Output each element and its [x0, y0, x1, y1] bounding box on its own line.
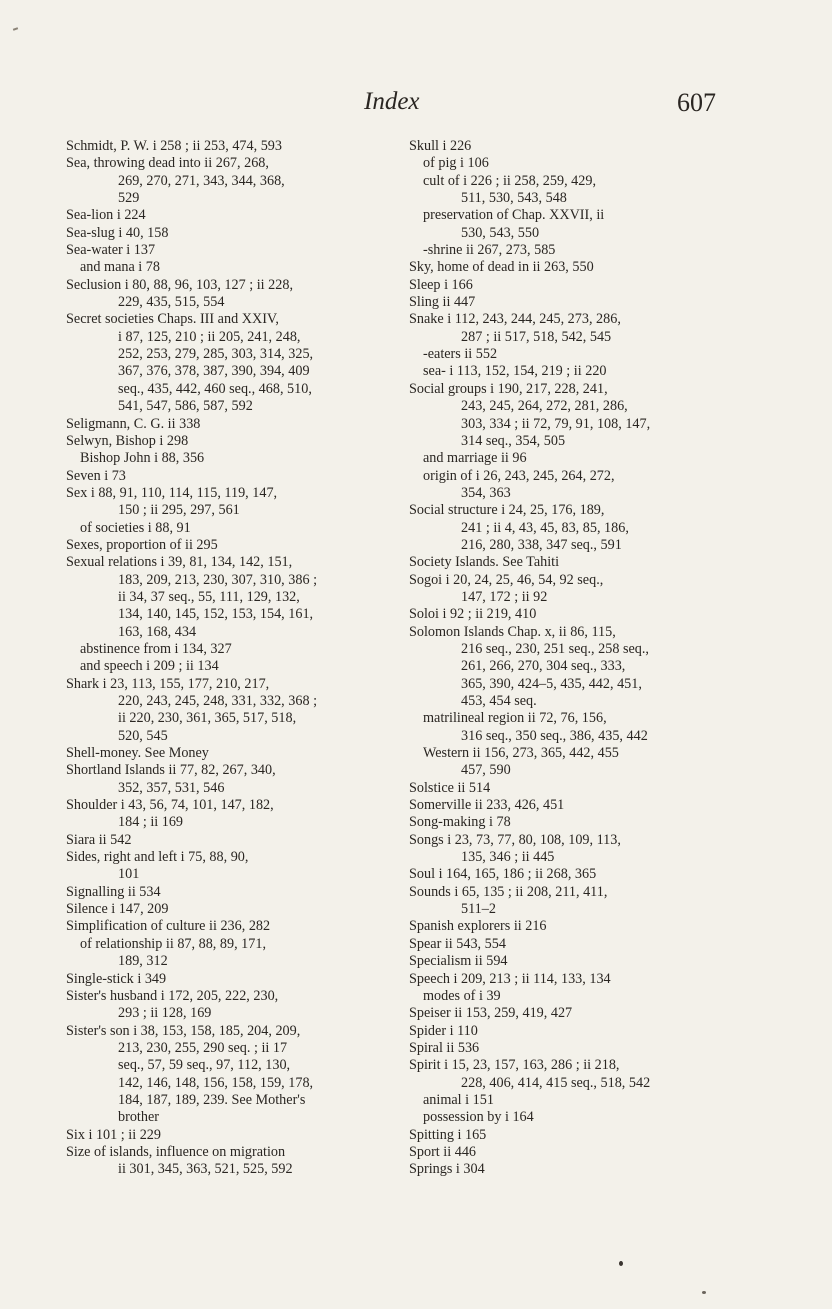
index-entry-line: Shortland Islands ii 77, 82, 267, 340, — [66, 762, 276, 779]
index-entry-line: Spear ii 543, 554 — [409, 935, 506, 952]
index-entry-line: Shell-money. See Money — [66, 745, 209, 762]
index-entry-line: 252, 253, 279, 285, 303, 314, 325, — [118, 346, 314, 363]
index-subentry — [409, 1092, 739, 1109]
index-entry — [409, 624, 739, 711]
index-entry-line: -shrine ii 267, 273, 585 — [423, 242, 556, 259]
index-entry-line: Song-making i 78 — [409, 814, 511, 831]
index-subentry — [409, 173, 739, 208]
index-entry-line: Seligmann, C. G. ii 338 — [66, 415, 201, 432]
index-entry-line: Simplification of culture ii 236, 282 — [66, 918, 271, 935]
index-entry-line: Spitting i 165 — [409, 1126, 487, 1143]
index-entry-line: Signalling ii 534 — [66, 883, 161, 900]
index-entry-line: Size of islands, influence on migration — [66, 1143, 286, 1160]
index-entry — [409, 294, 739, 311]
index-entry-line: seq., 435, 442, 460 seq., 468, 510, — [118, 380, 312, 397]
index-entry-line: Single-stick i 349 — [66, 970, 167, 987]
index-entry-line: Solomon Islands Chap. x, ii 86, 115, — [409, 623, 616, 640]
index-entry-line: ii 301, 345, 363, 521, 525, 592 — [118, 1161, 293, 1178]
index-entry-line: 316 seq., 350 seq., 386, 435, 442 — [461, 727, 648, 744]
index-entry — [66, 485, 396, 520]
index-entry-line: cult of i 226 ; ii 258, 259, 429, — [423, 172, 597, 189]
index-entry-line: Springs i 304 — [409, 1161, 485, 1178]
index-entry-line: 530, 543, 550 — [461, 224, 540, 241]
index-entry — [66, 901, 396, 918]
index-entry-line: 529 — [118, 190, 140, 207]
index-entry — [66, 971, 396, 988]
index-subentry — [409, 745, 739, 780]
index-entry — [409, 572, 739, 607]
index-entry-line: i 87, 125, 210 ; ii 205, 241, 248, — [118, 328, 301, 345]
index-entry-line: Seven i 73 — [66, 467, 126, 484]
index-entry — [409, 606, 739, 623]
index-entry-line: 228, 406, 414, 415 seq., 518, 542 — [461, 1074, 651, 1091]
index-entry-line: modes of i 39 — [423, 987, 501, 1004]
index-entry-line: Sea, throwing dead into ii 267, 268, — [66, 155, 269, 172]
index-entry-line: Sister's husband i 172, 205, 222, 230, — [66, 987, 279, 1004]
index-entry — [66, 1144, 396, 1179]
index-entry-line: 354, 363 — [461, 484, 511, 501]
index-entry-line: Siara ii 542 — [66, 831, 132, 848]
index-entry-line: of relationship ii 87, 88, 89, 171, — [80, 935, 266, 952]
index-entry-line: origin of i 26, 243, 245, 264, 272, — [423, 467, 615, 484]
index-entry-line: 367, 376, 378, 387, 390, 394, 409 — [118, 363, 310, 380]
index-entry-line: and marriage ii 96 — [423, 450, 527, 467]
index-entry-line: Snake i 112, 243, 244, 245, 273, 286, — [409, 311, 621, 328]
index-entry-line: 457, 590 — [461, 762, 511, 779]
index-entry-line: Sea-water i 137 — [66, 242, 156, 259]
index-entry — [409, 502, 739, 554]
index-entry-line: 134, 140, 145, 152, 153, 154, 161, — [118, 606, 314, 623]
index-subentry — [409, 346, 739, 363]
index-entry — [409, 381, 739, 450]
index-entry-line: animal i 151 — [423, 1091, 494, 1108]
index-subentry — [409, 1109, 739, 1126]
page-speck-mark — [702, 1291, 706, 1294]
index-entry — [409, 884, 739, 919]
index-entry — [409, 866, 739, 883]
index-entry — [409, 554, 739, 571]
index-entry-line: 189, 312 — [118, 953, 168, 970]
index-entry-line: Sogoi i 20, 24, 25, 46, 54, 92 seq., — [409, 571, 604, 588]
index-entry-line: 142, 146, 148, 156, 158, 159, 178, — [118, 1074, 314, 1091]
index-entry-line: 150 ; ii 295, 297, 561 — [118, 502, 240, 519]
index-entry — [66, 988, 396, 1023]
index-subentry — [409, 450, 739, 467]
index-entry-line: 269, 270, 271, 343, 344, 368, — [118, 172, 285, 189]
index-entry — [409, 1144, 739, 1161]
index-entry-line: Social groups i 190, 217, 228, 241, — [409, 380, 608, 397]
index-entry-line: 365, 390, 424–5, 435, 442, 451, — [461, 675, 642, 692]
index-entry — [66, 554, 396, 641]
index-entry-line: Sex i 88, 91, 110, 114, 115, 119, 147, — [66, 484, 278, 501]
index-subentry — [66, 450, 396, 467]
index-entry-line: Specialism ii 594 — [409, 953, 508, 970]
index-entry-line: and mana i 78 — [80, 259, 160, 276]
index-entry — [66, 537, 396, 554]
index-entry — [66, 762, 396, 797]
index-entry-line: 453, 454 seq. — [461, 693, 537, 709]
index-entry-line: matrilineal region ii 72, 76, 156, — [423, 710, 607, 727]
index-entry-line: Spirit i 15, 23, 157, 163, 286 ; ii 218, — [409, 1057, 620, 1074]
index-entry-line: Sister's son i 38, 153, 158, 185, 204, 209, — [66, 1022, 301, 1039]
index-entry — [409, 1023, 739, 1040]
index-entry-line: 147, 172 ; ii 92 — [461, 588, 548, 605]
index-entry — [409, 780, 739, 797]
index-entry-line: Sexes, proportion of ii 295 — [66, 536, 218, 553]
page-speck-mark — [619, 1261, 623, 1266]
index-entry-line: Speiser ii 153, 259, 419, 427 — [409, 1005, 573, 1022]
index-entry — [66, 433, 396, 450]
index-entry — [409, 1040, 739, 1057]
index-entry — [409, 832, 739, 867]
index-entry — [66, 1127, 396, 1144]
index-entry-line: 520, 545 — [118, 727, 168, 744]
index-entry-line: Bishop John i 88, 356 — [80, 450, 205, 467]
index-entry-line: Solstice ii 514 — [409, 779, 491, 796]
index-entry-line: and speech i 209 ; ii 134 — [80, 658, 219, 675]
index-entry-line: Sea-slug i 40, 158 — [66, 224, 169, 241]
index-entry — [409, 814, 739, 831]
index-entry-line: seq., 57, 59 seq., 97, 112, 130, — [118, 1057, 291, 1074]
index-subentry — [66, 936, 396, 971]
index-entry — [409, 277, 739, 294]
index-entry-line: 352, 357, 531, 546 — [118, 779, 225, 796]
index-entry — [409, 1057, 739, 1092]
index-entry-line: Shoulder i 43, 56, 74, 101, 147, 182, — [66, 797, 274, 814]
index-entry — [66, 155, 396, 207]
index-entry-line: 241 ; ii 4, 43, 45, 83, 85, 186, — [461, 519, 629, 536]
index-entry-line: 220, 243, 245, 248, 331, 332, 368 ; — [118, 693, 318, 709]
index-entry-line: Spanish explorers ii 216 — [409, 918, 547, 935]
index-subentry — [409, 363, 739, 380]
index-subentry — [66, 641, 396, 658]
index-entry — [66, 1023, 396, 1127]
page-number: 607 — [677, 88, 716, 117]
index-entry-line: Social structure i 24, 25, 176, 189, — [409, 502, 605, 519]
index-entry — [409, 1005, 739, 1022]
index-entry-line: 314 seq., 354, 505 — [461, 432, 566, 449]
index-entry-line: -eaters ii 552 — [423, 346, 498, 363]
index-entry-line: Selwyn, Bishop i 298 — [66, 432, 189, 449]
index-entry-line: 216, 280, 338, 347 seq., 591 — [461, 536, 622, 553]
index-entry — [66, 277, 396, 312]
index-entry — [409, 311, 739, 346]
index-entry-line: 511, 530, 543, 548 — [461, 190, 567, 207]
index-entry-line: Sounds i 65, 135 ; ii 208, 211, 411, — [409, 883, 608, 900]
index-entry — [409, 918, 739, 935]
index-entry-line: 261, 266, 270, 304 seq., 333, — [461, 658, 626, 675]
index-entry-line: 287 ; ii 517, 518, 542, 545 — [461, 328, 612, 345]
index-entry-line: Sides, right and left i 75, 88, 90, — [66, 849, 249, 866]
index-entry-line: preservation of Chap. XXVII, ii — [423, 207, 605, 224]
index-entry — [66, 918, 396, 935]
index-entry-line: sea- i 113, 152, 154, 219 ; ii 220 — [423, 363, 607, 380]
index-entry-line: 511–2 — [461, 901, 496, 918]
index-subentry — [409, 468, 739, 503]
index-entry — [409, 1161, 739, 1178]
index-entry-line: 293 ; ii 128, 169 — [118, 1005, 212, 1022]
index-entry — [66, 884, 396, 901]
index-entry-line: Six i 101 ; ii 229 — [66, 1126, 161, 1143]
index-subentry — [66, 259, 396, 276]
index-entry-line: ii 34, 37 seq., 55, 111, 129, 132, — [118, 588, 300, 605]
index-entry-line: Sleep i 166 — [409, 276, 473, 293]
index-entry — [66, 311, 396, 415]
index-entry — [66, 849, 396, 884]
index-entry — [409, 1127, 739, 1144]
index-column-right — [409, 138, 739, 1179]
index-entry-line: Seclusion i 80, 88, 96, 103, 127 ; ii 228, — [66, 276, 293, 293]
index-entry-line: Sky, home of dead in ii 263, 550 — [409, 259, 594, 276]
index-entry — [66, 416, 396, 433]
index-entry-line: ii 220, 230, 361, 365, 517, 518, — [118, 710, 297, 727]
index-entry-line: abstinence from i 134, 327 — [80, 640, 232, 657]
index-entry-line: Speech i 209, 213 ; ii 114, 133, 134 — [409, 970, 611, 987]
index-entry-line: Sling ii 447 — [409, 294, 476, 311]
index-entry — [409, 138, 739, 155]
index-subentry — [409, 988, 739, 1005]
index-entry — [409, 797, 739, 814]
index-entry — [66, 676, 396, 745]
index-entry-line: Secret societies Chaps. III and XXIV, — [66, 311, 279, 328]
index-entry-line: Sexual relations i 39, 81, 134, 142, 151, — [66, 554, 293, 571]
index-entry-line: 163, 168, 434 — [118, 623, 197, 640]
index-entry — [66, 832, 396, 849]
index-entry-line: of pig i 106 — [423, 155, 489, 172]
index-entry — [66, 207, 396, 224]
index-entry — [66, 745, 396, 762]
index-entry-line: possession by i 164 — [423, 1109, 534, 1126]
index-entry-line: Somerville ii 233, 426, 451 — [409, 797, 565, 814]
index-entry-line: Schmidt, P. W. i 258 ; ii 253, 474, 593 — [66, 138, 282, 154]
index-entry-line: 184 ; ii 169 — [118, 814, 184, 831]
index-entry-line: Soloi i 92 ; ii 219, 410 — [409, 606, 537, 623]
index-subentry — [409, 710, 739, 745]
index-entry — [66, 468, 396, 485]
index-entry-line: of societies i 88, 91 — [80, 519, 191, 536]
index-entry — [409, 936, 739, 953]
index-entry-line: Sea-lion i 224 — [66, 207, 146, 224]
index-subentry — [66, 520, 396, 537]
page-speck-mark — [13, 27, 18, 31]
index-subentry — [409, 207, 739, 242]
index-entry — [66, 225, 396, 242]
index-entry — [409, 971, 739, 988]
index-entry-line: Society Islands. See Tahiti — [409, 554, 560, 571]
index-entry-line: 184, 187, 189, 239. See Mother's — [118, 1091, 306, 1108]
index-entry-line: Western ii 156, 273, 365, 442, 455 — [423, 745, 619, 762]
index-subentry — [409, 242, 739, 259]
index-entry-line: Shark i 23, 113, 155, 177, 210, 217, — [66, 675, 270, 692]
index-entry-line: 216 seq., 230, 251 seq., 258 seq., — [461, 640, 649, 657]
index-entry-line: 541, 547, 586, 587, 592 — [118, 398, 253, 415]
index-entry — [409, 259, 739, 276]
index-entry-line: Skull i 226 — [409, 138, 472, 154]
index-subentry — [409, 155, 739, 172]
index-entry-line: Spiral ii 536 — [409, 1039, 480, 1056]
index-entry-line: 243, 245, 264, 272, 281, 286, — [461, 398, 628, 415]
index-entry — [66, 242, 396, 259]
index-entry-line: Spider i 110 — [409, 1022, 478, 1039]
index-entry-line: 303, 334 ; ii 72, 79, 91, 108, 147, — [461, 415, 651, 432]
index-entry — [409, 953, 739, 970]
index-entry-line: 229, 435, 515, 554 — [118, 294, 225, 311]
index-entry-line: 101 — [118, 866, 140, 883]
index-subentry — [66, 658, 396, 675]
index-entry-line: Songs i 23, 73, 77, 80, 108, 109, 113, — [409, 831, 621, 848]
index-entry-line: Sport ii 446 — [409, 1143, 477, 1160]
index-entry — [66, 797, 396, 832]
index-entry-line: 213, 230, 255, 290 seq. ; ii 17 — [118, 1039, 288, 1056]
index-entry — [66, 138, 396, 155]
index-entry-line: Silence i 147, 209 — [66, 901, 169, 918]
page-title: Index — [364, 88, 420, 115]
index-entry-line: 183, 209, 213, 230, 307, 310, 386 ; — [118, 571, 318, 588]
index-entry-line: Soul i 164, 165, 186 ; ii 268, 365 — [409, 866, 597, 883]
index-entry-line: 135, 346 ; ii 445 — [461, 849, 555, 866]
index-column-left — [66, 138, 396, 1179]
index-entry-line: brother — [118, 1109, 159, 1126]
